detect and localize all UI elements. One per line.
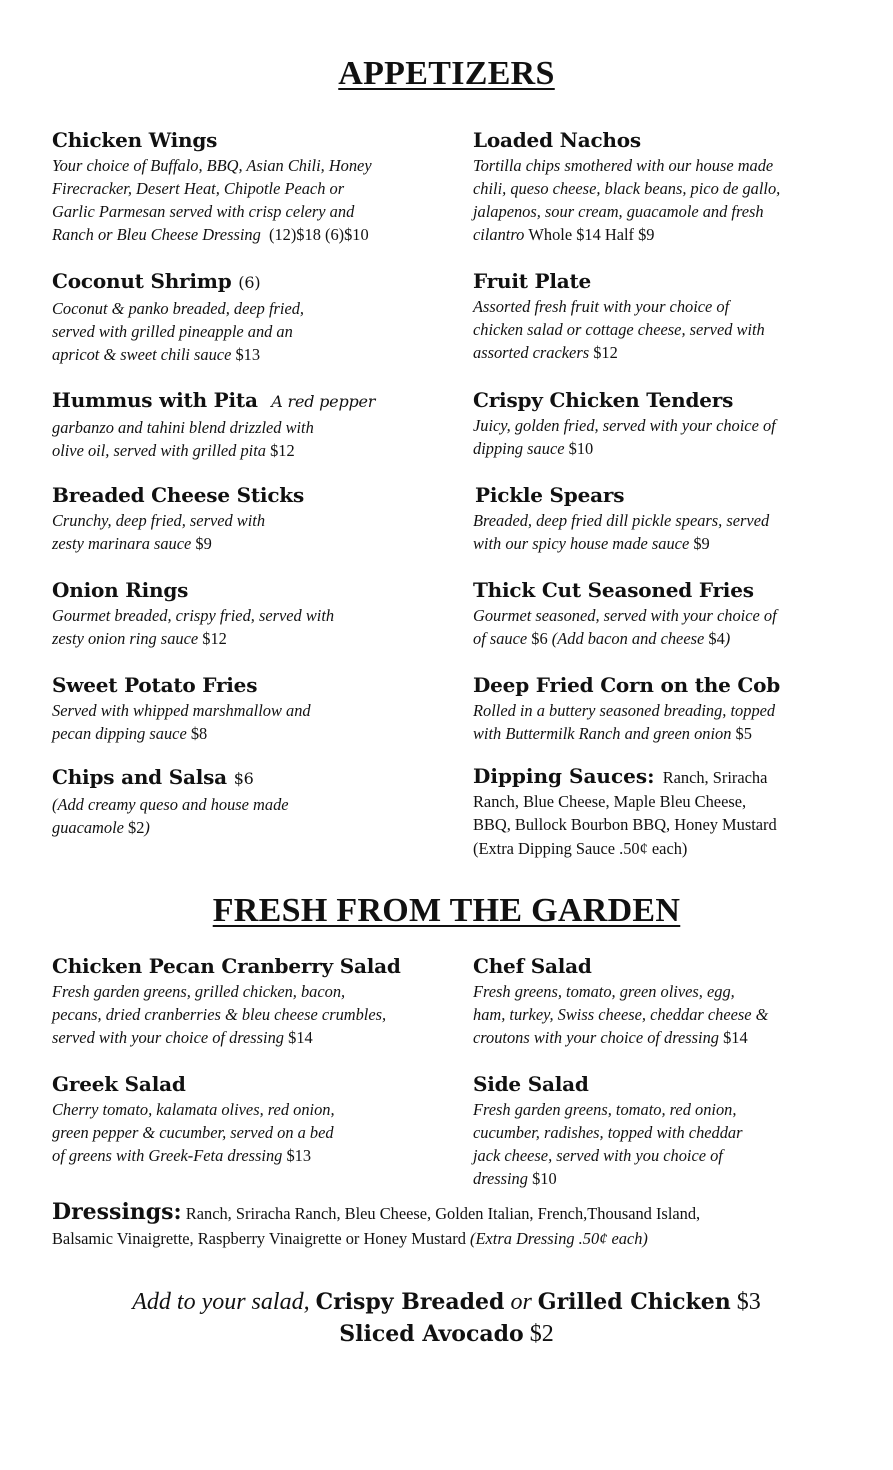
menu-item-sweet-potato-fries xyxy=(52,673,452,745)
item-name: Loaded Nachos xyxy=(473,128,641,152)
menu-item-coconut-shrimp xyxy=(52,269,452,366)
dipping-sauces-list: Dipping Sauces: Ranch, Sriracha Ranch, Blue Cheese, Maple Bleu Cheese, BBQ, Bullock Bourbon BBQ, Honey Mustard (Extra Dipping Sauce .50¢ each) xyxy=(473,764,777,858)
item-price: $8 xyxy=(190,724,208,743)
menu-item-loaded-nachos xyxy=(473,128,883,246)
item-price: $10 xyxy=(532,1169,557,1188)
item-price: $12 xyxy=(202,629,227,648)
item-name: Chicken Wings xyxy=(52,128,218,152)
menu-item-chef-salad xyxy=(473,954,883,1049)
menu-item-chips-salsa xyxy=(52,765,452,839)
menu-item-fruit-plate xyxy=(473,269,883,364)
item-price: $14 xyxy=(288,1028,313,1047)
item-description: Fresh garden greens, tomato, red onion, cucumber, radishes, topped with cheddar jack cheese, served with you choice of dressing $10 xyxy=(473,1100,743,1188)
item-description: Tortilla chips smothered with our house made chili, queso cheese, black beans, pico de gallo, jalapenos, sour cream, guacamole and fresh cilantro Whole $14 Half $9 xyxy=(473,156,781,244)
menu-item-hummus xyxy=(52,388,452,462)
item-name: Pickle Spears xyxy=(475,483,625,507)
item-price: $6 xyxy=(531,629,548,648)
item-name: Breaded Cheese Sticks xyxy=(52,483,305,507)
item-name: Coconut Shrimp (6) xyxy=(52,269,261,293)
item-price: $14 xyxy=(723,1028,748,1047)
item-description: Served with whipped marshmallow and pecan dipping sauce $8 xyxy=(52,701,311,743)
item-name: Chef Salad xyxy=(473,954,592,978)
menu-item-cheese-sticks xyxy=(52,483,452,555)
menu-item-onion-rings xyxy=(52,578,452,650)
menu-item-side-salad xyxy=(473,1072,873,1190)
appetizers-title: APPETIZERS xyxy=(338,55,555,92)
item-price: $5 xyxy=(735,724,752,743)
item-name: Deep Fried Corn on the Cob xyxy=(473,673,781,697)
item-description: Crunchy, deep fried, served with zesty marinara sauce $9 xyxy=(52,511,266,553)
item-price: $12 xyxy=(270,441,295,460)
item-description: Assorted fresh fruit with your choice of chicken salad or cottage cheese, served with assorted crackers $12 xyxy=(473,297,765,362)
item-description: Gourmet breaded, crispy fried, served with zesty onion ring sauce $12 xyxy=(52,606,335,648)
item-price: $9 xyxy=(693,534,710,553)
item-description: (Add creamy queso and house made guacamole $2) xyxy=(52,795,289,837)
item-description: Rolled in a buttery seasoned breading, topped with Buttermilk Ranch and green onion $5 xyxy=(473,701,776,743)
item-description: Breaded, deep fried dill pickle spears, served with our spicy house made sauce $9 xyxy=(473,511,770,553)
dipping-sauces xyxy=(473,765,883,860)
item-price: $13 xyxy=(235,345,261,364)
item-price: $13 xyxy=(286,1146,312,1165)
menu-item-fried-corn xyxy=(473,673,883,745)
addon-price: $3 xyxy=(736,1289,761,1315)
item-price: $9 xyxy=(195,534,212,553)
item-price: (12)$18 (6)$10 xyxy=(269,225,369,244)
item-name: Greek Salad xyxy=(52,1072,186,1096)
item-name: Fruit Plate xyxy=(473,269,592,293)
item-name: Hummus with Pita A red pepper xyxy=(52,388,376,412)
dipping-sauces-heading: Dipping Sauces: xyxy=(473,764,655,788)
item-price: $10 xyxy=(568,439,594,458)
item-name: Side Salad xyxy=(473,1072,589,1096)
item-name: Sweet Potato Fries xyxy=(52,673,258,697)
item-description: Cherry tomato, kalamata olives, red onion, green pepper & cucumber, served on a bed of greens with Greek-Feta dressing $13 xyxy=(52,1100,335,1165)
item-name: Chips and Salsa $6 xyxy=(52,765,254,789)
dressings-list: Dressings: Ranch, Sriracha Ranch, Bleu Cheese, Golden Italian, French,Thousand Island, Balsamic Vinaigrette, Raspberry Vinaigrette or Honey Mustard (Extra Dressing .50¢ each) xyxy=(52,1199,701,1248)
item-price: $12 xyxy=(593,343,618,362)
item-description: Gourmet seasoned, served with your choice of of sauce $6 (Add bacon and cheese $4) xyxy=(473,606,777,648)
item-name: Chicken Pecan Cranberry Salad xyxy=(52,954,401,978)
item-description: garbanzo and tahini blend drizzled with olive oil, served with grilled pita $12 xyxy=(52,418,314,460)
item-price: Whole $14 Half $9 xyxy=(528,225,655,244)
item-description: Your choice of Buffalo, BBQ, Asian Chili, Honey Firecracker, Desert Heat, Chipotle Peach or Garlic Parmesan served with crisp celery and Ranch or Bleu Cheese Dressing (12)$18 (6)$10 xyxy=(52,156,372,244)
garden-title: FRESH FROM THE GARDEN xyxy=(212,892,681,929)
item-name: Onion Rings xyxy=(52,578,189,602)
item-name: Crispy Chicken Tenders xyxy=(473,388,734,412)
menu-item-seasoned-fries xyxy=(473,578,883,650)
menu-item-greek-salad xyxy=(52,1072,452,1167)
addon-price: $2 xyxy=(529,1321,554,1347)
menu-item-chicken-pecan-salad xyxy=(52,954,462,1049)
item-description: Fresh garden greens, grilled chicken, bacon, pecans, dried cranberries & bleu cheese crumbles, served with your choice of dressing $14 xyxy=(52,982,387,1047)
item-price: $6 xyxy=(233,769,254,788)
item-name: Thick Cut Seasoned Fries xyxy=(473,578,754,602)
menu-item-pickle-spears xyxy=(475,483,885,555)
dressings-heading: Dressings: xyxy=(52,1199,182,1225)
salad-addons: Add to your salad, Crispy Breaded or Grilled Chicken $3 Sliced Avocado $2 xyxy=(132,1289,761,1347)
menu-item-chicken-tenders xyxy=(473,388,883,460)
item-description: Fresh greens, tomato, green olives, egg, ham, turkey, Swiss cheese, cheddar cheese & croutons with your choice of dressing $14 xyxy=(473,982,769,1047)
item-description: Coconut & panko breaded, deep fried, served with grilled pineapple and an apricot & sweet chili sauce $13 xyxy=(52,299,305,364)
menu-item-chicken-wings xyxy=(52,128,452,246)
item-description: Juicy, golden fried, served with your choice of dipping sauce $10 xyxy=(473,416,776,458)
